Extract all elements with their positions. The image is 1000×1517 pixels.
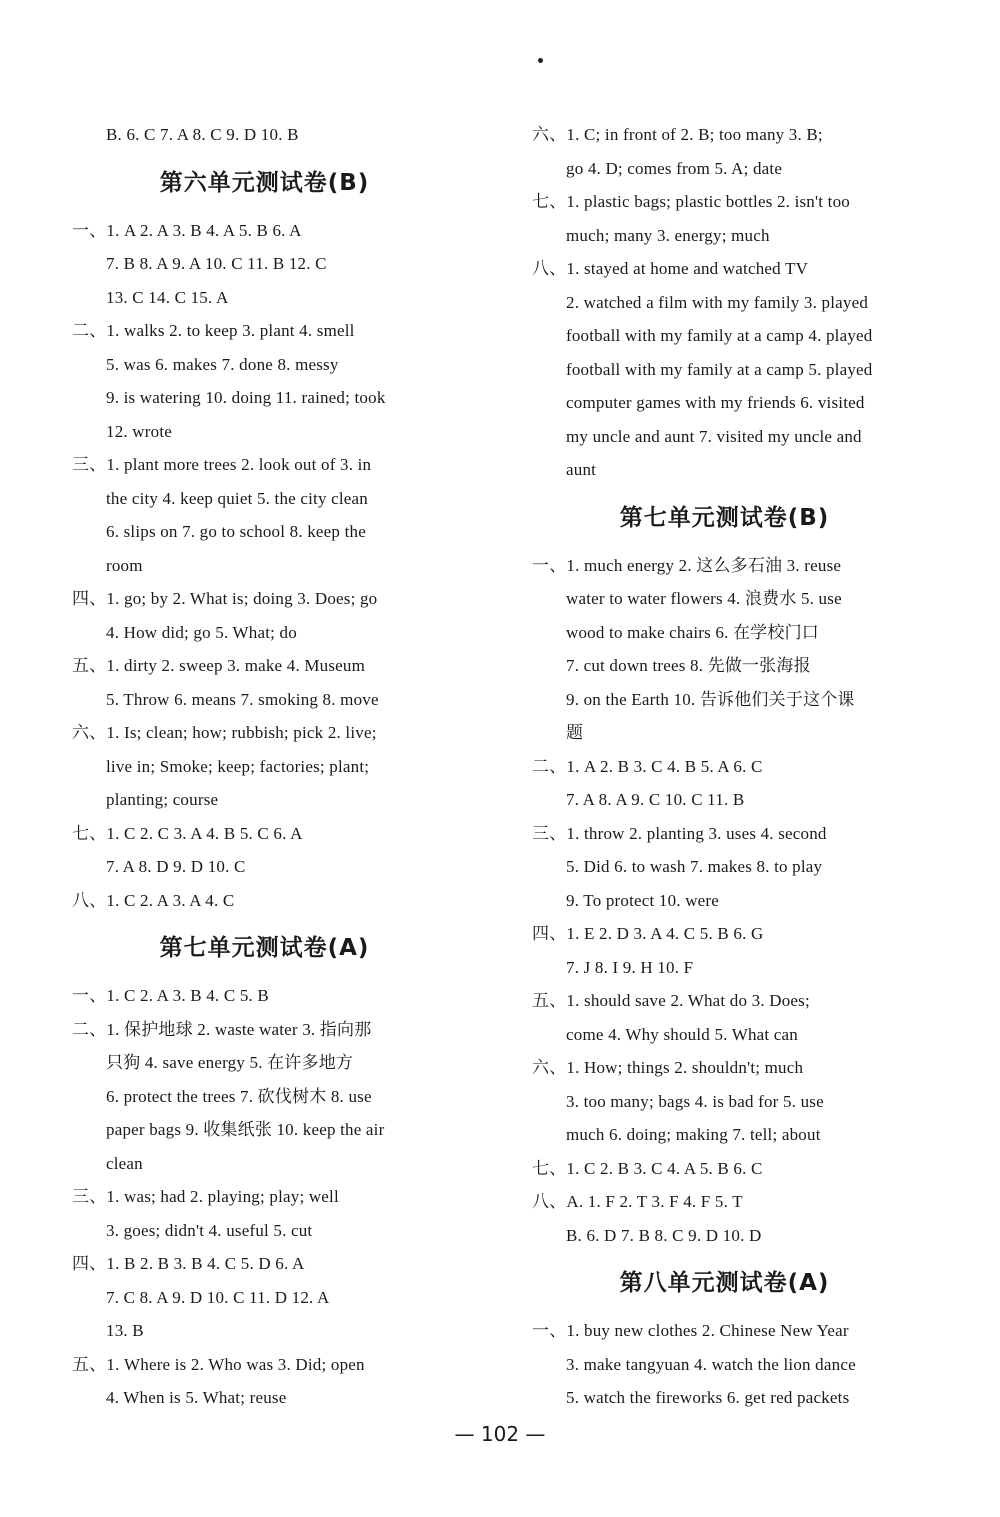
answer-line: 7. B 8. A 9. A 10. C 11. B 12. C — [106, 254, 327, 273]
answer-line: 5. Did 6. to wash 7. makes 8. to play — [566, 857, 823, 876]
answer-line: 12. wrote — [106, 421, 173, 441]
answer-line: B. 6. D 7. B 8. C 9. D 10. D — [566, 1225, 762, 1245]
answer-line: 七、1. C 2. C 3. A 4. B 5. C 6. A — [72, 823, 303, 843]
answer-line: clean — [106, 1153, 143, 1173]
answer-line: football with my family at a camp 4. played — [566, 326, 873, 345]
answer-line: computer games with my friends 6. visited — [566, 393, 865, 412]
answer-line: room — [106, 555, 143, 575]
answer-line: 7. A 8. D 9. D 10. C — [106, 857, 246, 876]
answer-line: go 4. D; comes from 5. A; date — [566, 158, 783, 178]
answer-line: 3. make tangyuan 4. watch the lion dance — [566, 1354, 856, 1374]
decorative-dot — [538, 58, 543, 63]
answer-line: 5. watch the fireworks 6. get red packets — [566, 1388, 850, 1407]
answer-line: 4. How did; go 5. What; do — [106, 622, 297, 642]
answer-line: 六、1. Is; clean; how; rubbish; pick 2. live; — [72, 723, 377, 742]
answer-line: my uncle and aunt 7. visited my uncle and — [566, 426, 862, 446]
page-number: — 102 — — [454, 1422, 546, 1446]
answer-line: wood to make chairs 6. 在学校门口 — [566, 622, 820, 642]
answer-line: 9. on the Earth 10. 告诉他们关于这个课 — [566, 689, 855, 709]
answer-line: 4. When is 5. What; reuse — [106, 1388, 287, 1407]
answer-line: the city 4. keep quiet 5. the city clean — [106, 488, 368, 508]
answer-line: 四、1. E 2. D 3. A 4. C 5. B 6. G — [532, 924, 764, 943]
answer-line: 五、1. Where is 2. Who was 3. Did; open — [72, 1354, 365, 1374]
answer-line: 7. A 8. A 9. C 10. C 11. B — [566, 790, 745, 809]
answer-line: 7. J 8. I 9. H 10. F — [566, 957, 694, 977]
answer-line: 五、1. dirty 2. sweep 3. make 4. Museum — [72, 656, 366, 675]
answer-line: 七、1. C 2. B 3. C 4. A 5. B 6. C — [532, 1158, 763, 1178]
answer-line: 二、1. A 2. B 3. C 4. B 5. A 6. C — [532, 756, 763, 776]
answer-line: live in; Smoke; keep; factories; plant; — [106, 756, 370, 776]
section-title: 第六单元测试卷(B) — [159, 169, 370, 196]
answer-line: 七、1. plastic bags; plastic bottles 2. isn't too — [532, 192, 850, 211]
answer-line: 八、1. C 2. A 3. A 4. C — [72, 890, 235, 910]
answer-line: 八、1. stayed at home and watched TV — [532, 259, 809, 278]
answer-line: much; many 3. energy; much — [566, 225, 770, 245]
answer-line: 一、1. much energy 2. 这么多石油 3. reuse — [532, 555, 842, 575]
answer-line: water to water flowers 4. 浪费水 5. use — [566, 589, 842, 608]
answer-line: 2. watched a film with my family 3. played — [566, 292, 869, 312]
answer-line: 六、1. How; things 2. shouldn't; much — [532, 1058, 804, 1077]
section-title: 第七单元测试卷(B) — [619, 504, 830, 531]
answer-line: come 4. Why should 5. What can — [566, 1024, 798, 1044]
answer-line: 一、1. C 2. A 3. B 4. C 5. B — [72, 986, 269, 1005]
answer-line: 八、A. 1. F 2. T 3. F 4. F 5. T — [532, 1192, 743, 1211]
answer-line: 三、1. plant more trees 2. look out of 3. in — [72, 455, 372, 474]
section-title: 第八单元测试卷(A) — [619, 1270, 830, 1296]
answer-line: planting; course — [106, 790, 219, 809]
answer-line: 五、1. should save 2. What do 3. Does; — [532, 991, 810, 1010]
answer-line: paper bags 9. 收集纸张 10. keep the air — [106, 1120, 385, 1139]
section-title: 第七单元测试卷(A) — [159, 935, 370, 961]
answer-line: 6. slips on 7. go to school 8. keep the — [106, 522, 366, 541]
answer-line: 3. too many; bags 4. is bad for 5. use — [566, 1091, 824, 1111]
answer-line: 9. To protect 10. were — [566, 890, 720, 910]
answer-line: 三、1. throw 2. planting 3. uses 4. second — [532, 823, 827, 843]
answer-line: 二、1. 保护地球 2. waste water 3. 指向那 — [72, 1019, 372, 1039]
left-column — [72, 118, 457, 1415]
answer-line: 四、1. go; by 2. What is; doing 3. Does; go — [72, 589, 378, 608]
answer-line: 7. cut down trees 8. 先做一张海报 — [566, 656, 811, 675]
right-column — [532, 118, 917, 1415]
answer-line: 一、1. A 2. A 3. B 4. A 5. B 6. A — [72, 220, 302, 240]
answer-line: 四、1. B 2. B 3. B 4. C 5. D 6. A — [72, 1254, 305, 1273]
answer-line: 题 — [566, 723, 584, 742]
answer-line: 3. goes; didn't 4. useful 5. cut — [106, 1220, 313, 1240]
answer-line: 六、1. C; in front of 2. B; too many 3. B; — [532, 125, 823, 144]
answer-line: 13. C 14. C 15. A — [106, 287, 229, 307]
answer-line: 三、1. was; had 2. playing; play; well — [72, 1187, 339, 1206]
answer-line: 6. protect the trees 7. 砍伐树木 8. use — [106, 1086, 372, 1106]
answer-line: 二、1. walks 2. to keep 3. plant 4. smell — [72, 321, 355, 340]
answer-line: much 6. doing; making 7. tell; about — [566, 1125, 821, 1144]
answer-line: 7. C 8. A 9. D 10. C 11. D 12. A — [106, 1287, 330, 1307]
answer-line: aunt — [566, 460, 597, 479]
answer-line: B. 6. C 7. A 8. C 9. D 10. B — [106, 125, 299, 144]
answer-line: football with my family at a camp 5. played — [566, 359, 873, 379]
answer-line: 只狗 4. save energy 5. 在许多地方 — [106, 1053, 354, 1072]
answer-line: 5. was 6. makes 7. done 8. messy — [106, 354, 339, 374]
answer-line: 一、1. buy new clothes 2. Chinese New Year — [532, 1321, 849, 1340]
answer-line: 13. B — [106, 1321, 144, 1340]
answer-line: 5. Throw 6. means 7. smoking 8. move — [106, 689, 379, 709]
answer-line: 9. is watering 10. doing 11. rained; took — [106, 388, 386, 407]
